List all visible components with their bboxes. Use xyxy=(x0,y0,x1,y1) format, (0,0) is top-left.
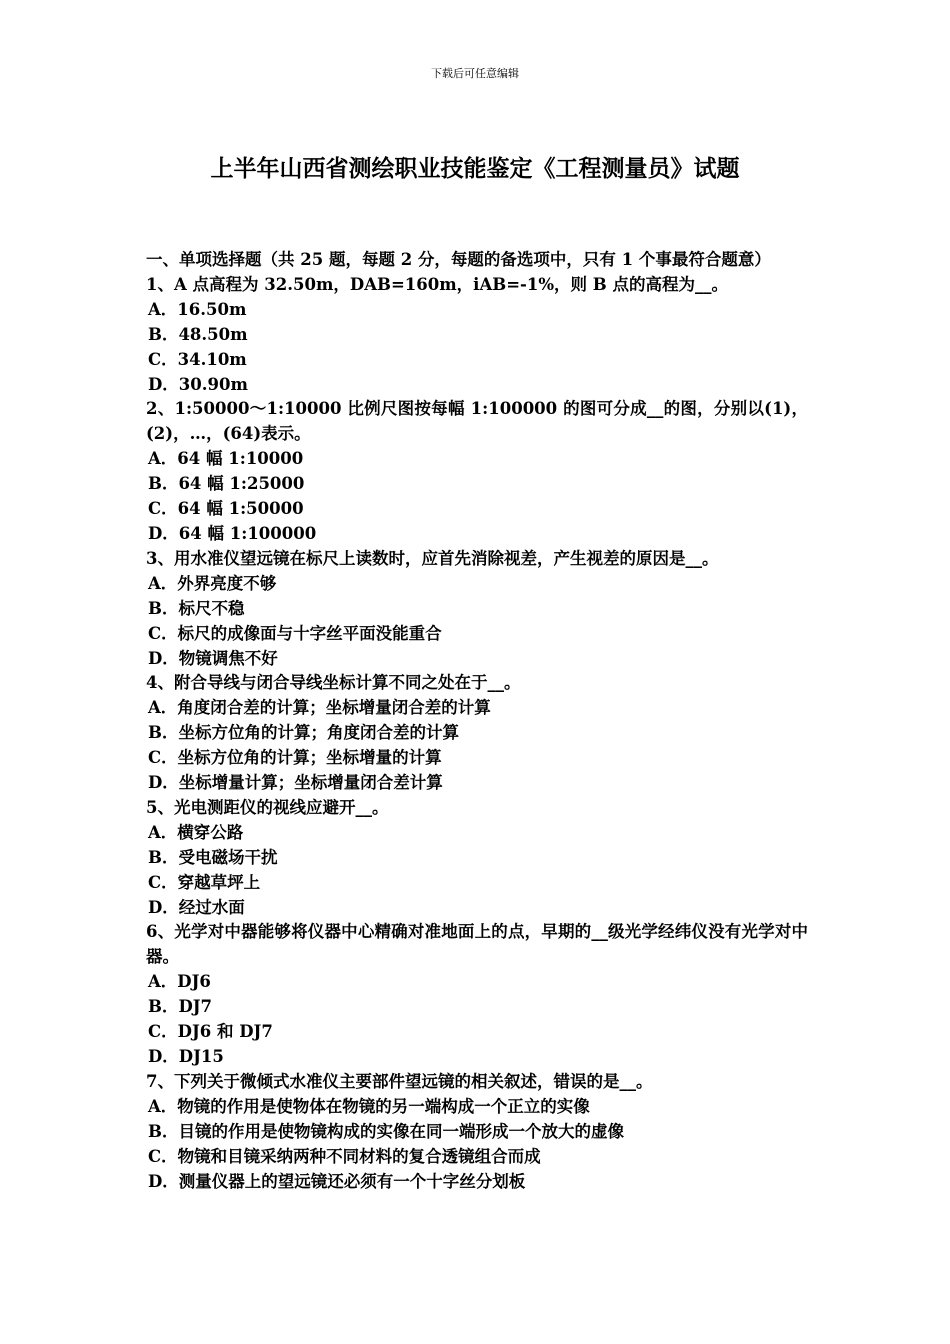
question-3 xyxy=(146,547,808,672)
section-heading: 一、单项选择题（共 25 题，每题 2 分，每题的备选项中，只有 1 个事最符合题意） xyxy=(146,250,771,269)
option-b: B．目镜的作用是使物镜构成的实像在同一端形成一个放大的虚像 xyxy=(148,1121,624,1141)
option-a: A．横穿公路 xyxy=(148,822,244,842)
option-c: C．穿越草坪上 xyxy=(148,872,261,892)
question-text: 4、附合导线与闭合导线坐标计算不同之处在于__。 xyxy=(146,673,521,693)
header-note: 下载后可任意编辑 xyxy=(431,67,519,80)
question-2 xyxy=(146,397,808,546)
document-title: 上半年山西省测绘职业技能鉴定《工程测量员》试题 xyxy=(210,155,740,182)
option-c: C．DJ6 和 DJ7 xyxy=(148,1022,273,1042)
option-d: D．经过水面 xyxy=(148,897,245,917)
option-d: D．DJ15 xyxy=(148,1047,224,1066)
question-7 xyxy=(146,1070,808,1195)
question-text: 1、A 点高程为 32.50m，DAB=160m，iAB=-1%，则 B 点的高程为__。 xyxy=(146,274,728,294)
question-text: 6、光学对中器能够将仪器中心精确对准地面上的点，早期的__级光学经纬仪没有光学对中器。 xyxy=(146,922,808,967)
question-6 xyxy=(146,920,808,1069)
question-text: 3、用水准仪望远镜在标尺上读数时，应首先消除视差，产生视差的原因是__。 xyxy=(146,548,719,568)
option-d: D．坐标增量计算；坐标增量闭合差计算 xyxy=(148,773,443,793)
option-a: A．物镜的作用是使物体在物镜的另一端构成一个正立的实像 xyxy=(148,1096,590,1116)
option-b: B．标尺不稳 xyxy=(148,598,245,618)
option-b: B．64 幅 1:25000 xyxy=(148,474,305,494)
option-b: B．48.50m xyxy=(148,324,248,344)
question-text: 5、光电测距仪的视线应避开__。 xyxy=(146,797,389,817)
option-d: D．64 幅 1:100000 xyxy=(148,523,317,543)
question-4 xyxy=(146,671,808,796)
option-c: C．64 幅 1:50000 xyxy=(148,499,304,519)
question-text: 7、下列关于微倾式水准仪主要部件望远镜的相关叙述，错误的是__。 xyxy=(146,1071,653,1091)
option-b: B．坐标方位角的计算；角度闭合差的计算 xyxy=(148,723,459,743)
option-d: D．测量仪器上的望远镜还必须有一个十字丝分划板 xyxy=(148,1171,526,1191)
option-a: A．16.50m xyxy=(148,299,247,319)
question-text: 2、1:50000～1:10000 比例尺图按每幅 1:100000 的图可分成__的图，分别以(1)，(2)，…，(64)表示。 xyxy=(146,399,808,444)
document-body xyxy=(146,248,808,1194)
option-c: C．物镜和目镜采纳两种不同材料的复合透镜组合而成 xyxy=(148,1146,541,1166)
option-a: A．角度闭合差的计算；坐标增量闭合差的计算 xyxy=(148,698,491,718)
question-1 xyxy=(146,273,808,398)
option-c: C．标尺的成像面与十字丝平面没能重合 xyxy=(148,623,442,643)
option-b: B．受电磁场干扰 xyxy=(148,847,278,867)
option-b: B．DJ7 xyxy=(148,997,213,1017)
option-a: A．64 幅 1:10000 xyxy=(148,449,304,469)
question-5 xyxy=(146,796,808,921)
option-a: A．DJ6 xyxy=(148,972,211,992)
option-d: D．30.90m xyxy=(148,374,248,394)
option-d: D．物镜调焦不好 xyxy=(148,648,278,668)
option-c: C．坐标方位角的计算；坐标增量的计算 xyxy=(148,748,442,768)
option-c: C．34.10m xyxy=(148,349,247,369)
option-a: A．外界亮度不够 xyxy=(148,573,277,593)
